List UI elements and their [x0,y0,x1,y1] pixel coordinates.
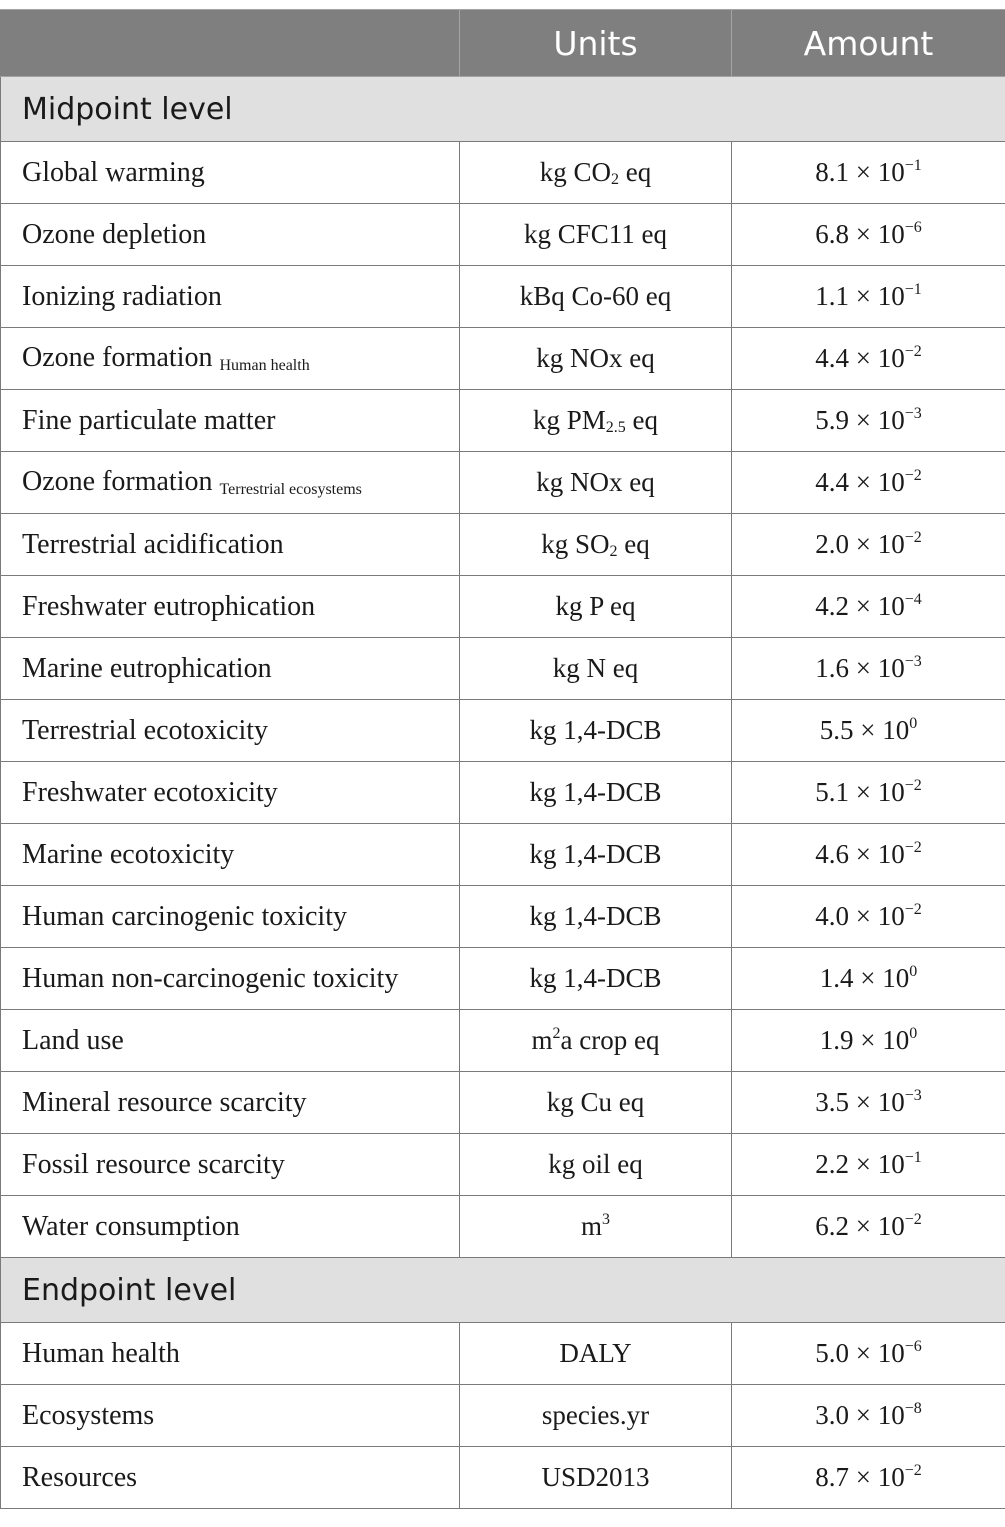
amount-exponent: −1 [904,1149,922,1166]
unit-text: kg 1,4-DCB [529,963,662,993]
amount-exponent: −2 [904,839,922,856]
table-row [1,1010,1005,1072]
amount-exponent: 0 [909,1025,918,1042]
times-sign: × [848,343,878,373]
section-title: Midpoint level [1,77,1005,142]
amount-base: 10 [877,1400,905,1430]
amount-mantissa: 1.1 [815,281,849,311]
unit-cell [460,452,732,514]
amount-cell [732,886,1005,948]
amount-mantissa: 4.4 [815,343,849,373]
times-sign: × [848,1211,878,1241]
unit-text: kg PM [532,405,606,435]
amount-mantissa: 5.0 [815,1338,849,1368]
unit-cell [460,390,732,452]
category-cell [1,1323,460,1385]
amount-mantissa: 3.5 [815,1087,849,1117]
amount-cell [732,266,1005,328]
amount-cell [732,576,1005,638]
unit-cell [460,700,732,762]
amount-cell [732,328,1005,390]
lcia-results-table [0,9,1005,1509]
table-body [1,77,1005,1509]
category-label: Terrestrial acidification [22,528,284,560]
category-label: Ozone formation [22,342,213,373]
amount-base: 10 [877,1087,905,1117]
table-row [1,328,1005,390]
category-cell [1,1385,460,1447]
unit-cell [460,328,732,390]
table-row [1,1196,1005,1258]
category-label: Resources [22,1461,138,1493]
amount-base: 10 [877,1462,905,1492]
amount-mantissa: 3.0 [815,1400,849,1430]
category-label: Mineral resource scarcity [22,1086,307,1118]
amount-exponent: −8 [904,1400,922,1417]
category-cell [1,514,460,576]
amount-exponent: −2 [904,1211,922,1228]
unit-text: eq [625,405,658,435]
unit-text: a crop eq [560,1025,660,1055]
unit-text: kg 1,4-DCB [529,715,662,745]
amount-exponent: −3 [904,1087,922,1104]
category-cell [1,1447,460,1509]
table-row [1,266,1005,328]
amount-cell [732,638,1005,700]
amount-exponent: −3 [904,653,922,670]
amount-base: 10 [877,467,905,497]
table-row [1,452,1005,514]
amount-exponent: −6 [904,1338,922,1355]
amount-cell [732,948,1005,1010]
unit-text: kBq Co-60 eq [519,281,672,311]
unit-cell [460,1196,732,1258]
category-cell [1,576,460,638]
category-cell [1,142,460,204]
unit-cell [460,204,732,266]
times-sign: × [853,1025,883,1055]
times-sign: × [853,963,883,993]
unit-cell [460,1134,732,1196]
table-row [1,1447,1005,1509]
section-title: Endpoint level [1,1258,1005,1323]
category-cell [1,266,460,328]
amount-base: 10 [877,405,905,435]
unit-cell [460,824,732,886]
amount-mantissa: 1.4 [819,963,854,993]
unit-cell [460,948,732,1010]
unit-text: kg SO [541,529,610,559]
category-label: Ozone depletion [22,218,207,250]
header-category [1,10,460,77]
amount-cell [732,700,1005,762]
unit-subscript: 2 [611,171,620,188]
unit-text: kg N eq [552,653,639,683]
times-sign: × [848,901,878,931]
category-label: Human health [22,1337,180,1369]
amount-mantissa: 4.4 [815,467,849,497]
table-row [1,142,1005,204]
category-cell [1,1196,460,1258]
times-sign: × [848,777,878,807]
category-cell [1,886,460,948]
category-label: Terrestrial ecotoxicity [22,714,269,746]
times-sign: × [848,1338,878,1368]
category-cell [1,1134,460,1196]
amount-exponent: −1 [904,281,922,298]
amount-cell [732,204,1005,266]
times-sign: × [848,1462,878,1492]
category-label: Water consumption [22,1210,240,1242]
amount-mantissa: 4.2 [815,591,849,621]
amount-mantissa: 8.1 [815,157,849,187]
table-row [1,390,1005,452]
amount-base: 10 [882,963,910,993]
amount-base: 10 [877,1211,905,1241]
unit-cell [460,762,732,824]
unit-cell [460,1323,732,1385]
amount-mantissa: 1.9 [819,1025,854,1055]
amount-base: 10 [877,219,905,249]
category-cell [1,762,460,824]
table-row [1,824,1005,886]
unit-text: kg Cu eq [546,1087,645,1117]
amount-base: 10 [877,281,905,311]
unit-text: USD2013 [541,1462,650,1492]
table-row [1,1385,1005,1447]
amount-mantissa: 4.0 [815,901,849,931]
amount-base: 10 [877,343,905,373]
amount-mantissa: 2.0 [815,529,849,559]
category-cell [1,948,460,1010]
amount-base: 10 [877,529,905,559]
unit-text: kg CO [539,157,612,187]
unit-text: kg CFC11 eq [523,219,667,249]
category-cell [1,638,460,700]
times-sign: × [848,1400,878,1430]
amount-exponent: −6 [904,219,922,236]
unit-text: kg 1,4-DCB [529,901,662,931]
unit-text: kg NOx eq [536,467,655,497]
unit-superscript: 2 [552,1025,561,1042]
amount-mantissa: 5.5 [819,715,854,745]
category-label: Freshwater eutrophication [22,590,316,622]
category-label: Ozone formation [22,466,213,497]
unit-cell [460,1010,732,1072]
table-row [1,886,1005,948]
unit-text: DALY [559,1338,632,1368]
category-cell [1,1010,460,1072]
times-sign: × [848,839,878,869]
amount-cell [732,1134,1005,1196]
unit-text: kg 1,4-DCB [529,777,662,807]
amount-cell [732,1323,1005,1385]
amount-cell [732,514,1005,576]
table-row [1,1323,1005,1385]
category-label: Ecosystems [22,1399,155,1431]
times-sign: × [848,405,878,435]
category-label: Fossil resource scarcity [22,1148,285,1180]
unit-superscript: 3 [602,1211,610,1228]
category-qualifier: Human health [219,357,310,374]
times-sign: × [848,591,878,621]
amount-cell [732,1196,1005,1258]
category-label: Marine eutrophication [22,652,272,684]
unit-cell [460,1072,732,1134]
amount-cell [732,1010,1005,1072]
amount-exponent: −3 [904,405,922,422]
amount-base: 10 [882,715,910,745]
unit-subscript: 2 [609,543,618,560]
amount-cell [732,824,1005,886]
table-row [1,576,1005,638]
table-row [1,700,1005,762]
amount-cell [732,1385,1005,1447]
amount-exponent: −4 [904,591,922,608]
category-qualifier: Terrestrial ecosystems [219,481,362,498]
table-row [1,1134,1005,1196]
amount-cell [732,142,1005,204]
unit-text: kg oil eq [548,1149,643,1179]
category-label: Human carcinogenic toxicity [22,900,347,932]
times-sign: × [853,715,883,745]
unit-cell [460,266,732,328]
category-cell [1,452,460,514]
header-amount: Amount [732,10,1005,77]
amount-cell [732,1072,1005,1134]
times-sign: × [848,529,878,559]
amount-base: 10 [877,777,905,807]
category-label: Ionizing radiation [22,280,222,312]
times-sign: × [848,467,878,497]
amount-base: 10 [877,157,905,187]
amount-exponent: −2 [904,343,922,360]
category-label: Land use [22,1024,124,1056]
amount-base: 10 [877,1149,905,1179]
category-label: Marine ecotoxicity [22,838,235,870]
table-header-row [1,10,1005,77]
amount-base: 10 [877,653,905,683]
times-sign: × [848,1149,878,1179]
category-cell [1,824,460,886]
category-cell [1,700,460,762]
unit-cell [460,142,732,204]
unit-text: kg P eq [555,591,636,621]
table-row [1,1072,1005,1134]
amount-exponent: 0 [909,963,918,980]
amount-cell [732,762,1005,824]
unit-text: eq [619,157,652,187]
times-sign: × [848,281,878,311]
amount-cell [732,452,1005,514]
category-cell [1,204,460,266]
table-row [1,514,1005,576]
amount-base: 10 [877,591,905,621]
unit-text: species.yr [541,1400,650,1430]
section-row [1,77,1005,142]
category-label: Freshwater ecotoxicity [22,776,278,808]
amount-exponent: −2 [904,467,922,484]
table-row [1,948,1005,1010]
amount-mantissa: 6.8 [815,219,849,249]
category-cell [1,328,460,390]
unit-text: eq [617,529,650,559]
amount-base: 10 [877,839,905,869]
unit-subscript: 2.5 [605,419,626,436]
times-sign: × [848,1087,878,1117]
unit-cell [460,1447,732,1509]
amount-exponent: −2 [904,901,922,918]
amount-exponent: −1 [904,157,922,174]
amount-exponent: −2 [904,1462,922,1479]
unit-cell [460,638,732,700]
unit-cell [460,576,732,638]
times-sign: × [848,653,878,683]
unit-text: m [580,1211,602,1241]
unit-cell [460,514,732,576]
amount-exponent: −2 [904,777,922,794]
amount-mantissa: 1.6 [815,653,849,683]
amount-base: 10 [882,1025,910,1055]
table-row [1,204,1005,266]
table-row [1,638,1005,700]
table-row [1,762,1005,824]
amount-mantissa: 2.2 [815,1149,849,1179]
amount-mantissa: 5.1 [815,777,849,807]
amount-mantissa: 5.9 [815,405,849,435]
category-label: Human non-carcinogenic toxicity [22,962,399,994]
times-sign: × [848,157,878,187]
amount-exponent: −2 [904,529,922,546]
unit-cell [460,1385,732,1447]
header-units: Units [460,10,732,77]
unit-cell [460,886,732,948]
category-cell [1,390,460,452]
category-cell [1,1072,460,1134]
amount-mantissa: 8.7 [815,1462,849,1492]
category-label: Fine particulate matter [22,404,276,436]
amount-base: 10 [877,901,905,931]
amount-base: 10 [877,1338,905,1368]
amount-mantissa: 6.2 [815,1211,849,1241]
category-label: Global warming [22,156,205,188]
amount-exponent: 0 [909,715,918,732]
amount-mantissa: 4.6 [815,839,849,869]
unit-text: kg 1,4-DCB [529,839,662,869]
unit-text: kg NOx eq [536,343,655,373]
unit-text: m [531,1025,553,1055]
times-sign: × [848,219,878,249]
amount-cell [732,1447,1005,1509]
amount-cell [732,390,1005,452]
section-row [1,1258,1005,1323]
